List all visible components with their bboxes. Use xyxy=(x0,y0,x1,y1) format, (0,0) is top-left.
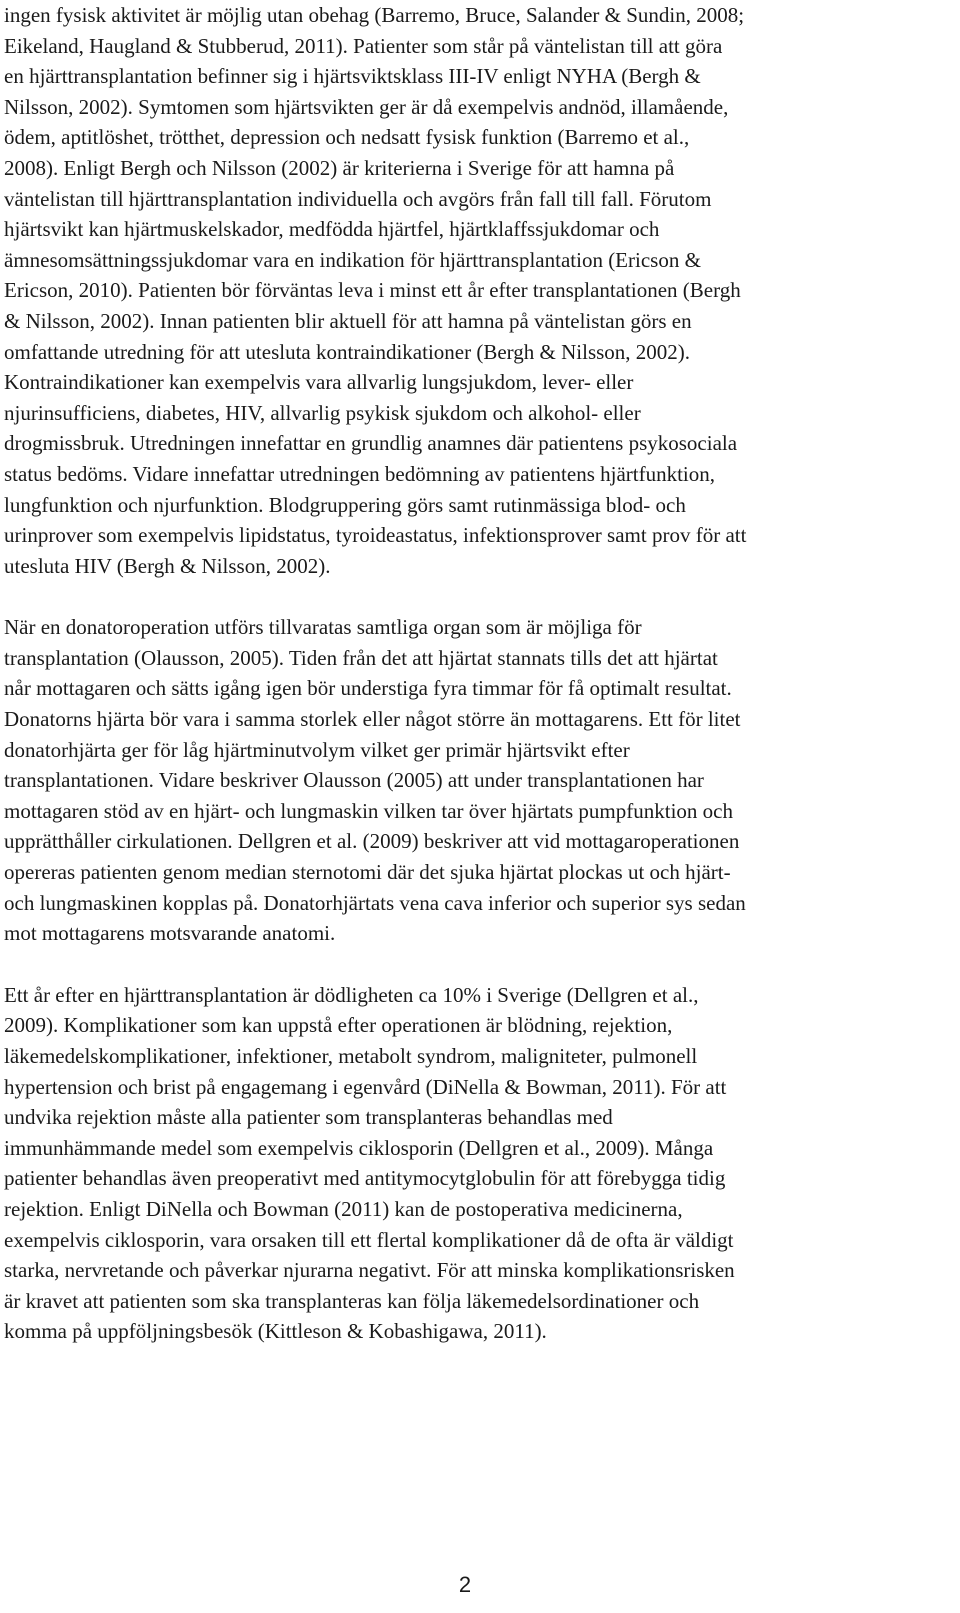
text-line: ödem, aptitlöshet, trötthet, depression och nedsatt fysisk funktion (Barremo et al., xyxy=(4,125,690,150)
text-line: Kontraindikationer kan exempelvis vara allvarlig lungsjukdom, lever- eller xyxy=(4,370,634,395)
text-line: opereras patienten genom median sternotomi där det sjuka hjärtat plockas ut och hjärt- xyxy=(4,860,731,885)
text-line: upprätthåller cirkulationen. Dellgren et al. (2009) beskriver att vid mottagaroperationen xyxy=(4,829,740,854)
text-line: Nilsson, 2002). Symtomen som hjärtsvikten ger är då exempelvis andnöd, illamående, xyxy=(4,94,729,119)
text-line: transplantation (Olausson, 2005). Tiden från det att hjärtat stannats tills det att hjärtat xyxy=(4,645,718,670)
text-line: drogmissbruk. Utredningen innefattar en grundlig anamnes där patientens psykosociala xyxy=(4,431,738,456)
text-line: immunhämmande medel som exempelvis ciklosporin (Dellgren et al., 2009). Många xyxy=(4,1135,714,1160)
text-line: läkemedelskomplikationer, infektioner, metabolt syndrom, maligniteter, pulmonell xyxy=(4,1044,698,1068)
text-line: 2009). Komplikationer som kan uppstå efter operationen är blödning, rejektion, xyxy=(4,1013,673,1038)
text-line: mottagaren stöd av en hjärt- och lungmaskin vilken tar över hjärtats pumpfunktion och xyxy=(4,798,733,823)
text-line: omfattande utredning för att utesluta kontraindikationer (Bergh & Nilsson, 2002). xyxy=(4,339,691,364)
text-line: transplantationen. Vidare beskriver Olausson (2005) att under transplantationen har xyxy=(4,768,704,793)
paragraph-2 xyxy=(4,612,934,949)
paragraph-gap xyxy=(4,949,934,980)
text-line: mot mottagarens motsvarande anatomi. xyxy=(4,921,336,946)
text-line: Ett år efter en hjärttransplantation är dödligheten ca 10% i Sverige (Dellgren et al., xyxy=(4,982,699,1007)
text-line: rejektion. Enligt DiNella och Bowman (2011) kan de postoperativa medicinerna, xyxy=(4,1196,683,1221)
text-line: hypertension och brist på engagemang i egenvård (DiNella & Bowman, 2011). För att xyxy=(4,1074,727,1099)
text-line: urinprover som exempelvis lipidstatus, tyroideastatus, infektionsprover samt prov för att xyxy=(4,523,747,548)
paragraph-gap xyxy=(4,581,934,612)
page-number: 2 xyxy=(458,1572,472,1597)
text-line: en hjärttransplantation befinner sig i hjärtsviktsklass III-IV enligt NYHA (Bergh & xyxy=(4,64,701,89)
text-line: status bedöms. Vidare innefattar utredningen bedömning av patientens hjärtfunktion, xyxy=(4,461,716,486)
text-line: hjärtsvikt kan hjärtmuskelskador, medfödda hjärtfel, hjärtklaffssjukdomar och xyxy=(4,217,660,242)
text-line: exempelvis ciklosporin, vara orsaken till ett flertal komplikationer då de ofta är väldigt xyxy=(4,1227,734,1252)
text-line: undvika rejektion måste alla patienter som transplanteras behandlas med xyxy=(4,1105,613,1130)
text-line: starka, nervretande och påverkar njurarna negativt. För att minska komplikationsrisken xyxy=(4,1258,735,1283)
body-text xyxy=(4,0,934,1347)
text-line: & Nilsson, 2002). Innan patienten blir aktuell för att hamna på väntelistan görs en xyxy=(4,308,692,333)
text-line: komma på uppföljningsbesök (Kittleson & Kobashigawa, 2011). xyxy=(4,1319,547,1344)
text-line: njurinsufficiens, diabetes, HIV, allvarlig psykisk sjukdom och alkohol- eller xyxy=(4,400,641,425)
paragraph-3 xyxy=(4,980,934,1347)
text-line: donatorhjärta ger för låg hjärtminutvolym vilket ger primär hjärtsvikt efter xyxy=(4,737,630,762)
paragraph-1 xyxy=(4,0,934,581)
text-line: är kravet att patienten som ska transplanteras kan följa läkemedelsordinationer och xyxy=(4,1288,700,1313)
text-line: utesluta HIV (Bergh & Nilsson, 2002). xyxy=(4,553,331,578)
text-line: och lungmaskinen kopplas på. Donatorhjärtats vena cava inferior och superior sys sedan xyxy=(4,890,746,915)
text-line: ämnesomsättningssjukdomar vara en indikation för hjärttransplantation (Ericson & xyxy=(4,247,701,272)
text-line: lungfunktion och njurfunktion. Blodgruppering görs samt rutinmässiga blod- och xyxy=(4,492,686,517)
text-line: ingen fysisk aktivitet är möjlig utan obehag (Barremo, Bruce, Salander & Sundin, 2008; xyxy=(4,3,745,27)
text-line: När en donatoroperation utförs tillvaratas samtliga organ som är möjliga för xyxy=(4,615,642,640)
text-line: Ericson, 2010). Patienten bör förväntas leva i minst ett år efter transplantationen (Bergh xyxy=(4,278,741,303)
text-line: 2008). Enligt Bergh och Nilsson (2002) är kriterierna i Sverige för att hamna på xyxy=(4,155,675,180)
text-line: patienter behandlas även preoperativt med antitymocytglobulin för att förebygga tidig xyxy=(4,1166,726,1191)
text-line: når mottagaren och sätts igång igen bör understiga fyra timmar för få optimalt resultat. xyxy=(4,676,732,701)
text-line: väntelistan till hjärttransplantation individuella och avgörs från fall till fall. Förutom xyxy=(4,186,712,211)
text-line: Eikeland, Haugland & Stubberud, 2011). Patienter som står på väntelistan till att göra xyxy=(4,33,723,58)
text-line: Donatorns hjärta bör vara i samma storlek eller något större än mottagarens. Ett för litet xyxy=(4,707,741,732)
